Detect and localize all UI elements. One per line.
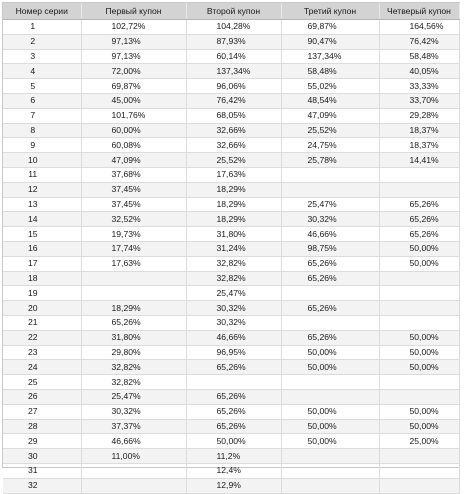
second-coupon-cell: 32,66% [186, 123, 281, 138]
fourth-coupon-cell: 50,00% [379, 345, 459, 360]
fourth-coupon-cell: 33,33% [379, 79, 459, 94]
fourth-coupon-cell [379, 167, 459, 182]
second-coupon-cell [186, 375, 281, 390]
table-row [3, 197, 459, 212]
first-coupon-cell: 37,45% [81, 197, 186, 212]
series-number-cell: 25 [3, 375, 81, 390]
series-number-cell: 23 [3, 345, 81, 360]
table-row [3, 153, 459, 168]
second-coupon-cell: 18,29% [186, 197, 281, 212]
third-coupon-cell: 48,54% [281, 93, 379, 108]
second-coupon-cell: 137,34% [186, 64, 281, 79]
table-header [3, 3, 459, 20]
series-number-cell: 32 [3, 478, 81, 493]
table-row [3, 227, 459, 242]
table-row [3, 64, 459, 79]
second-coupon-cell: 32,66% [186, 138, 281, 153]
third-coupon-cell: 58,48% [281, 64, 379, 79]
fourth-coupon-cell: 76,42% [379, 34, 459, 49]
second-coupon-cell: 25,52% [186, 153, 281, 168]
fourth-coupon-cell: 50,00% [379, 404, 459, 419]
first-coupon-cell: 46,66% [81, 434, 186, 449]
first-coupon-cell [81, 463, 186, 478]
second-coupon-cell: 18,29% [186, 182, 281, 197]
first-coupon-cell: 17,63% [81, 256, 186, 271]
second-coupon-cell: 65,26% [186, 419, 281, 434]
table-row [3, 34, 459, 49]
series-number-cell: 22 [3, 330, 81, 345]
fourth-coupon-cell: 50,00% [379, 360, 459, 375]
table-row [3, 138, 459, 153]
third-coupon-cell: 69,87% [281, 20, 379, 35]
series-number-cell: 30 [3, 449, 81, 464]
second-coupon-cell: 11,2% [186, 449, 281, 464]
third-coupon-cell [281, 182, 379, 197]
fourth-coupon-cell [379, 271, 459, 286]
series-number-cell: 4 [3, 64, 81, 79]
table-row [3, 79, 459, 94]
first-coupon-cell: 45,00% [81, 93, 186, 108]
fourth-coupon-cell: 33,70% [379, 93, 459, 108]
header-row [3, 3, 459, 20]
fourth-coupon-cell [379, 463, 459, 478]
first-coupon-cell: 101,76% [81, 108, 186, 123]
table-row [3, 330, 459, 345]
first-coupon-cell: 18,29% [81, 301, 186, 316]
second-coupon-cell: 104,28% [186, 20, 281, 35]
header-third-coupon: Третий купон [281, 3, 379, 20]
second-coupon-cell: 17,63% [186, 167, 281, 182]
fourth-coupon-cell: 14,41% [379, 153, 459, 168]
second-coupon-cell: 18,29% [186, 212, 281, 227]
table-row [3, 463, 459, 478]
series-number-cell: 21 [3, 315, 81, 330]
third-coupon-cell: 55,02% [281, 79, 379, 94]
table-row [3, 360, 459, 375]
fourth-coupon-cell: 58,48% [379, 49, 459, 64]
fourth-coupon-cell: 18,37% [379, 123, 459, 138]
third-coupon-cell [281, 286, 379, 301]
second-coupon-cell: 12,9% [186, 478, 281, 493]
table-body [3, 20, 459, 494]
first-coupon-cell: 29,80% [81, 345, 186, 360]
series-number-cell: 27 [3, 404, 81, 419]
third-coupon-cell: 50,00% [281, 360, 379, 375]
header-fourth-coupon: Четверый купон [379, 3, 459, 20]
fourth-coupon-cell: 50,00% [379, 256, 459, 271]
third-coupon-cell: 50,00% [281, 404, 379, 419]
first-coupon-cell [81, 478, 186, 493]
series-number-cell: 13 [3, 197, 81, 212]
header-series-number: Номер серии [3, 3, 81, 20]
fourth-coupon-cell [379, 301, 459, 316]
third-coupon-cell: 50,00% [281, 345, 379, 360]
table-row [3, 123, 459, 138]
table-row [3, 434, 459, 449]
series-number-cell: 31 [3, 463, 81, 478]
table-row [3, 20, 459, 35]
first-coupon-cell: 11,00% [81, 449, 186, 464]
fourth-coupon-cell [379, 478, 459, 493]
second-coupon-cell: 96,06% [186, 79, 281, 94]
first-coupon-cell: 72,00% [81, 64, 186, 79]
second-coupon-cell: 65,26% [186, 404, 281, 419]
fourth-coupon-cell: 50,00% [379, 241, 459, 256]
third-coupon-cell: 30,32% [281, 212, 379, 227]
second-coupon-cell: 30,32% [186, 315, 281, 330]
third-coupon-cell: 50,00% [281, 434, 379, 449]
first-coupon-cell: 65,26% [81, 315, 186, 330]
second-coupon-cell: 32,82% [186, 271, 281, 286]
table-row [3, 93, 459, 108]
table-row [3, 286, 459, 301]
fourth-coupon-cell [379, 182, 459, 197]
fourth-coupon-cell: 18,37% [379, 138, 459, 153]
coupon-table-container [2, 2, 460, 491]
header-first-coupon: Первый купон [81, 3, 186, 20]
fourth-coupon-cell: 164,56% [379, 20, 459, 35]
first-coupon-cell: 69,87% [81, 79, 186, 94]
series-number-cell: 2 [3, 34, 81, 49]
second-coupon-cell: 87,93% [186, 34, 281, 49]
series-number-cell: 24 [3, 360, 81, 375]
third-coupon-cell: 65,26% [281, 271, 379, 286]
first-coupon-cell: 97,13% [81, 49, 186, 64]
third-coupon-cell: 65,26% [281, 330, 379, 345]
table-row [3, 182, 459, 197]
table-row [3, 271, 459, 286]
table-row [3, 49, 459, 64]
series-number-cell: 29 [3, 434, 81, 449]
third-coupon-cell: 25,52% [281, 123, 379, 138]
first-coupon-cell: 37,37% [81, 419, 186, 434]
table-row [3, 256, 459, 271]
series-number-cell: 9 [3, 138, 81, 153]
table-row [3, 345, 459, 360]
first-coupon-cell: 31,80% [81, 330, 186, 345]
series-number-cell: 3 [3, 49, 81, 64]
first-coupon-cell: 32,82% [81, 360, 186, 375]
first-coupon-cell: 97,13% [81, 34, 186, 49]
third-coupon-cell [281, 463, 379, 478]
table-row [3, 404, 459, 419]
first-coupon-cell: 19,73% [81, 227, 186, 242]
second-coupon-cell: 31,80% [186, 227, 281, 242]
first-coupon-cell: 102,72% [81, 20, 186, 35]
fourth-coupon-cell: 65,26% [379, 197, 459, 212]
second-coupon-cell: 96,95% [186, 345, 281, 360]
series-number-cell: 20 [3, 301, 81, 316]
series-number-cell: 6 [3, 93, 81, 108]
fourth-coupon-cell: 65,26% [379, 227, 459, 242]
first-coupon-cell: 60,00% [81, 123, 186, 138]
series-number-cell: 5 [3, 79, 81, 94]
third-coupon-cell: 46,66% [281, 227, 379, 242]
first-coupon-cell: 37,68% [81, 167, 186, 182]
third-coupon-cell [281, 449, 379, 464]
series-number-cell: 10 [3, 153, 81, 168]
second-coupon-cell: 76,42% [186, 93, 281, 108]
second-coupon-cell: 12,4% [186, 463, 281, 478]
fourth-coupon-cell: 29,28% [379, 108, 459, 123]
series-number-cell: 28 [3, 419, 81, 434]
fourth-coupon-cell: 25,00% [379, 434, 459, 449]
third-coupon-cell: 24,75% [281, 138, 379, 153]
third-coupon-cell [281, 315, 379, 330]
third-coupon-cell: 25,47% [281, 197, 379, 212]
series-number-cell: 8 [3, 123, 81, 138]
fourth-coupon-cell: 50,00% [379, 330, 459, 345]
first-coupon-cell: 17,74% [81, 241, 186, 256]
table-row [3, 478, 459, 493]
third-coupon-cell [281, 375, 379, 390]
series-number-cell: 11 [3, 167, 81, 182]
third-coupon-cell [281, 389, 379, 404]
second-coupon-cell: 31,24% [186, 241, 281, 256]
first-coupon-cell: 32,52% [81, 212, 186, 227]
series-number-cell: 1 [3, 20, 81, 35]
first-coupon-cell: 37,45% [81, 182, 186, 197]
third-coupon-cell: 50,00% [281, 419, 379, 434]
series-number-cell: 16 [3, 241, 81, 256]
series-number-cell: 18 [3, 271, 81, 286]
second-coupon-cell: 65,26% [186, 360, 281, 375]
table-row [3, 167, 459, 182]
first-coupon-cell: 47,09% [81, 153, 186, 168]
table-row [3, 108, 459, 123]
second-coupon-cell: 65,26% [186, 389, 281, 404]
third-coupon-cell: 98,75% [281, 241, 379, 256]
fourth-coupon-cell [379, 315, 459, 330]
second-coupon-cell: 30,32% [186, 301, 281, 316]
second-coupon-cell: 25,47% [186, 286, 281, 301]
third-coupon-cell: 90,47% [281, 34, 379, 49]
second-coupon-cell: 60,14% [186, 49, 281, 64]
table-row [3, 375, 459, 390]
fourth-coupon-cell [379, 286, 459, 301]
third-coupon-cell: 137,34% [281, 49, 379, 64]
table-row [3, 419, 459, 434]
series-number-cell: 26 [3, 389, 81, 404]
series-number-cell: 14 [3, 212, 81, 227]
first-coupon-cell: 25,47% [81, 389, 186, 404]
series-number-cell: 19 [3, 286, 81, 301]
first-coupon-cell [81, 286, 186, 301]
fourth-coupon-cell: 40,05% [379, 64, 459, 79]
header-second-coupon: Второй купон [186, 3, 281, 20]
first-coupon-cell: 32,82% [81, 375, 186, 390]
third-coupon-cell: 65,26% [281, 301, 379, 316]
table-row [3, 301, 459, 316]
series-number-cell: 7 [3, 108, 81, 123]
fourth-coupon-cell: 50,00% [379, 419, 459, 434]
series-number-cell: 15 [3, 227, 81, 242]
fourth-coupon-cell [379, 449, 459, 464]
table-row [3, 241, 459, 256]
third-coupon-cell [281, 167, 379, 182]
second-coupon-cell: 32,82% [186, 256, 281, 271]
table-row [3, 389, 459, 404]
coupon-table [3, 3, 460, 494]
third-coupon-cell: 65,26% [281, 256, 379, 271]
series-number-cell: 17 [3, 256, 81, 271]
second-coupon-cell: 50,00% [186, 434, 281, 449]
first-coupon-cell [81, 271, 186, 286]
third-coupon-cell: 25,78% [281, 153, 379, 168]
third-coupon-cell: 47,09% [281, 108, 379, 123]
fourth-coupon-cell: 65,26% [379, 212, 459, 227]
second-coupon-cell: 46,66% [186, 330, 281, 345]
second-coupon-cell: 68,05% [186, 108, 281, 123]
fourth-coupon-cell [379, 389, 459, 404]
table-row [3, 449, 459, 464]
table-row [3, 315, 459, 330]
series-number-cell: 12 [3, 182, 81, 197]
third-coupon-cell [281, 478, 379, 493]
first-coupon-cell: 60,08% [81, 138, 186, 153]
fourth-coupon-cell [379, 375, 459, 390]
first-coupon-cell: 30,32% [81, 404, 186, 419]
table-row [3, 212, 459, 227]
